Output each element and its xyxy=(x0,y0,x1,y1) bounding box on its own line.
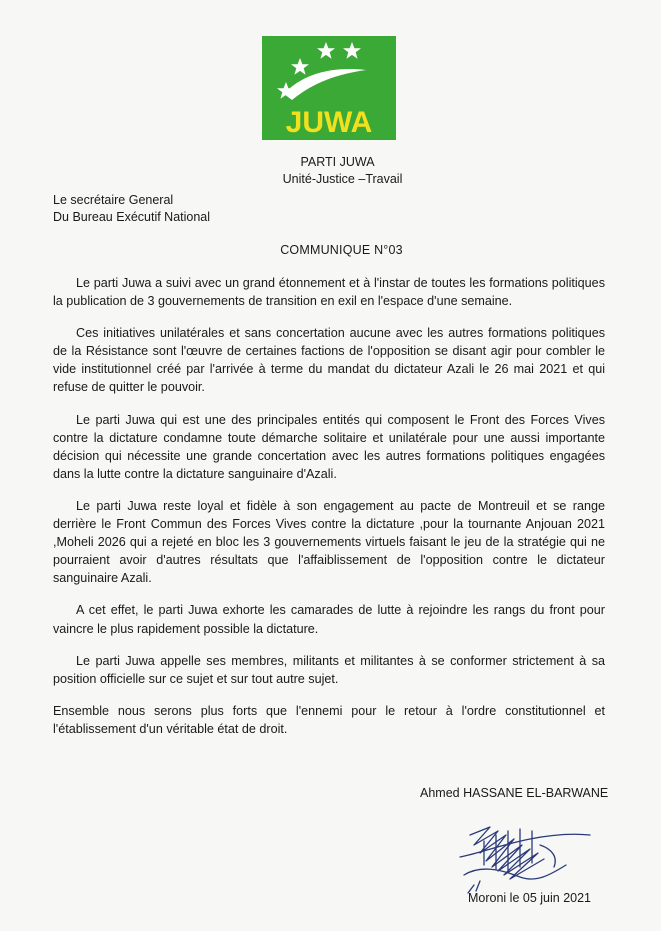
signer-name: Ahmed HASSANE EL-BARWANE xyxy=(420,786,609,800)
sender-block xyxy=(53,192,210,226)
party-name: PARTI JUWA xyxy=(300,155,375,169)
logo-text: JUWA xyxy=(285,106,373,139)
place-date: Moroni le 05 juin 2021 xyxy=(468,891,591,905)
paragraph-4: Le parti Juwa reste loyal et fidèle à son engagement au pacte de Montreuil et se range derrière le Front Commun des Forces Vives contre la dictature ,pour la tournante Anjouan 2021 ,Moheli 2026 qui a rejeté en bloc les 3 gouvernements virtuels faisant le jeu de la stratégie qui ne pourraient avoir d'autres résultats que l'affaiblissement de l'opposition contre le dictateur sanguinaire Azali. xyxy=(53,498,605,586)
juwa-logo xyxy=(262,36,396,140)
communique-body xyxy=(53,274,605,752)
paragraph-2: Ces initiatives unilatérales et sans concertation aucune avec les autres formations politiques de la Résistance sont l'œuvre de certaines factions de l'opposition se disant agir pour combler le vide institutionnel créé par l'arrivée à terme du mandat du dictateur Azali le 26 mai 2021 et qui refuse de quitter le pouvoir. xyxy=(53,326,605,395)
paragraph-6: Le parti Juwa appelle ses membres, militants et militantes à se conformer strictement à sa position officielle sur ce sujet et sur tout autre sujet. xyxy=(53,653,605,686)
communique-title: COMMUNIQUE N°03 xyxy=(280,243,403,257)
paragraph-5: A cet effet, le parti Juwa exhorte les camarades de lutte à rejoindre les rangs du front pour vaincre le plus rapidement possible la dictature. xyxy=(53,603,605,636)
paragraph-3: Le parti Juwa qui est une des principales entités qui composent le Front des Forces Vives contre la dictature condamne toute démarche solitaire et unilatérale pour une aussi importante décision qui nécessite une grande concertation avec les autres formations politiques engagées dans la lutte contre la dictature sanguinaire d'Azali. xyxy=(53,412,605,481)
party-motto: Unité-Justice –Travail xyxy=(282,172,403,186)
paragraph-1: Le parti Juwa a suivi avec un grand étonnement et à l'instar de toutes les formations politiques la publication de 3 gouvernements de transition en exil en l'espace d'une semaine. xyxy=(53,276,605,309)
paragraph-7: Ensemble nous serons plus forts que l'ennemi pour le retour à l'ordre constitutionnel et l'établissement d'un véritable état de droit. xyxy=(53,703,605,736)
sender-line-1: Le secrétaire General xyxy=(53,193,174,207)
sender-line-2: Du Bureau Exécutif National xyxy=(53,210,211,224)
handwritten-signature xyxy=(440,805,600,895)
